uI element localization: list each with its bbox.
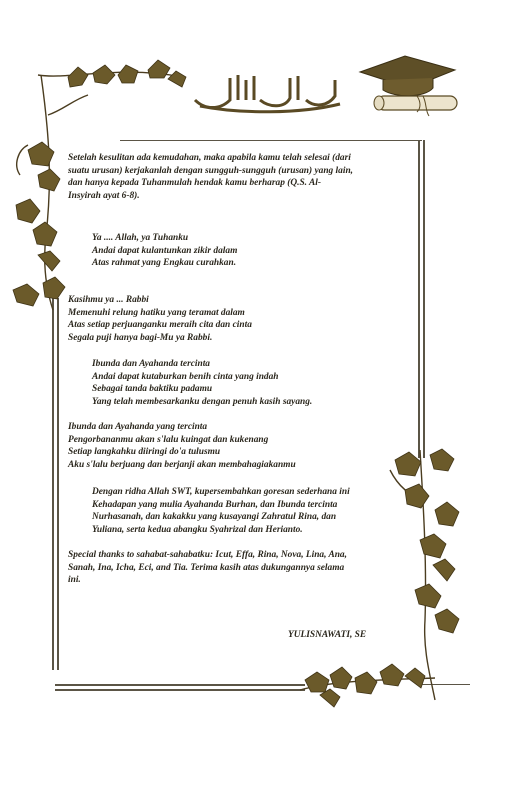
rabbi-line-1: Kasihmu ya ... Rabbi (68, 295, 149, 305)
frame-left-inner (57, 298, 59, 670)
frame-left-outer (52, 298, 54, 670)
graduation-cap-icon (355, 50, 470, 122)
frame-bottom-rule-1 (55, 684, 305, 686)
rabbi-line-2: Memenuhi relung hatiku yang teramat dalam (68, 307, 245, 318)
rabbi-stanza (68, 294, 388, 344)
parents2-line-1: Ibunda dan Ayahanda yang tercinta (68, 422, 208, 432)
calligraphy-basmalah-icon (190, 70, 350, 115)
special-thanks (68, 549, 398, 587)
prayer-line-3: Atas rahmat yang Engkau curahkan. (92, 258, 237, 269)
opening-verse (68, 152, 404, 202)
frame-right-inner (418, 140, 420, 458)
dedication-line-3: Nurhasanah, dan kakakku yang kusayangi Zahratul Rina, dan (92, 512, 337, 523)
verse-line-1: Setelah kesulitan ada kemudahan, maka apabila kamu telah selesai (dari (68, 153, 351, 163)
prayer-line-2: Andai dapat kulantunkan zikir dalam (92, 245, 238, 256)
parents-stanza-2 (68, 421, 388, 471)
thanks-line-1: Special thanks to sahabat-sahabatku: Icut, Effa, Rina, Nova, Lina, Ana, (68, 550, 347, 560)
rabbi-line-4: Segala puji hanya bagi-Mu ya Rabbi. (68, 332, 213, 343)
rabbi-line-3: Atas setiap perjuanganku meraih cita dan cinta (68, 320, 252, 331)
thanks-line-2: Sanah, Ina, Icha, Eci, and Tia. Terima kasih atas dukungannya selama (68, 562, 345, 573)
verse-line-4: Insyirah ayat 6-8). (68, 190, 140, 201)
frame-bottom-rule-2 (55, 689, 305, 691)
verse-line-2: suatu urusan) kerjakanlah dengan sungguh-sungguh (urusan) yang lain, (68, 165, 354, 176)
dedication-paragraph (92, 486, 404, 536)
parents1-line-4: Yang telah membesarkanku dengan penuh kasih sayang. (92, 396, 313, 407)
parents2-line-2: Pengorbananmu akan s'lalu kuingat dan kukenang (68, 434, 269, 445)
verse-line-3: dan hanya kepada Tuhanmulah hendak kamu berharap (Q.S. Al- (68, 178, 322, 189)
prayer-stanza (92, 232, 392, 270)
parents1-line-3: Sebagai tanda baktiku padamu (92, 384, 213, 395)
parents-stanza-1 (92, 358, 412, 408)
dedication-line-1: Dengan ridha Allah SWT, kupersembahkan goresan sederhana ini (92, 487, 350, 497)
parents2-line-4: Aku s'lalu berjuang dan berjanji akan membahagiakanmu (68, 459, 296, 470)
author-signature: YULISNAWATI, SE (288, 630, 367, 640)
prayer-line-1: Ya .... Allah, ya Tuhanku (92, 233, 189, 243)
dedication-line-4: Yuliana, serta kedua abangku Syahrizal dan Herianto. (92, 524, 303, 535)
parents1-line-2: Andai dapat kutaburkan benih cinta yang indah (92, 371, 279, 382)
thanks-line-3: ini. (68, 575, 81, 586)
dedication-line-2: Kehadapan yang mulia Ayahanda Burhan, dan Ibunda tercinta (92, 499, 338, 510)
parents2-line-3: Setiap langkahku diiringi do'a tulusmu (68, 447, 221, 458)
frame-right-outer (423, 140, 425, 458)
parents1-line-1: Ibunda dan Ayahanda tercinta (92, 359, 210, 369)
